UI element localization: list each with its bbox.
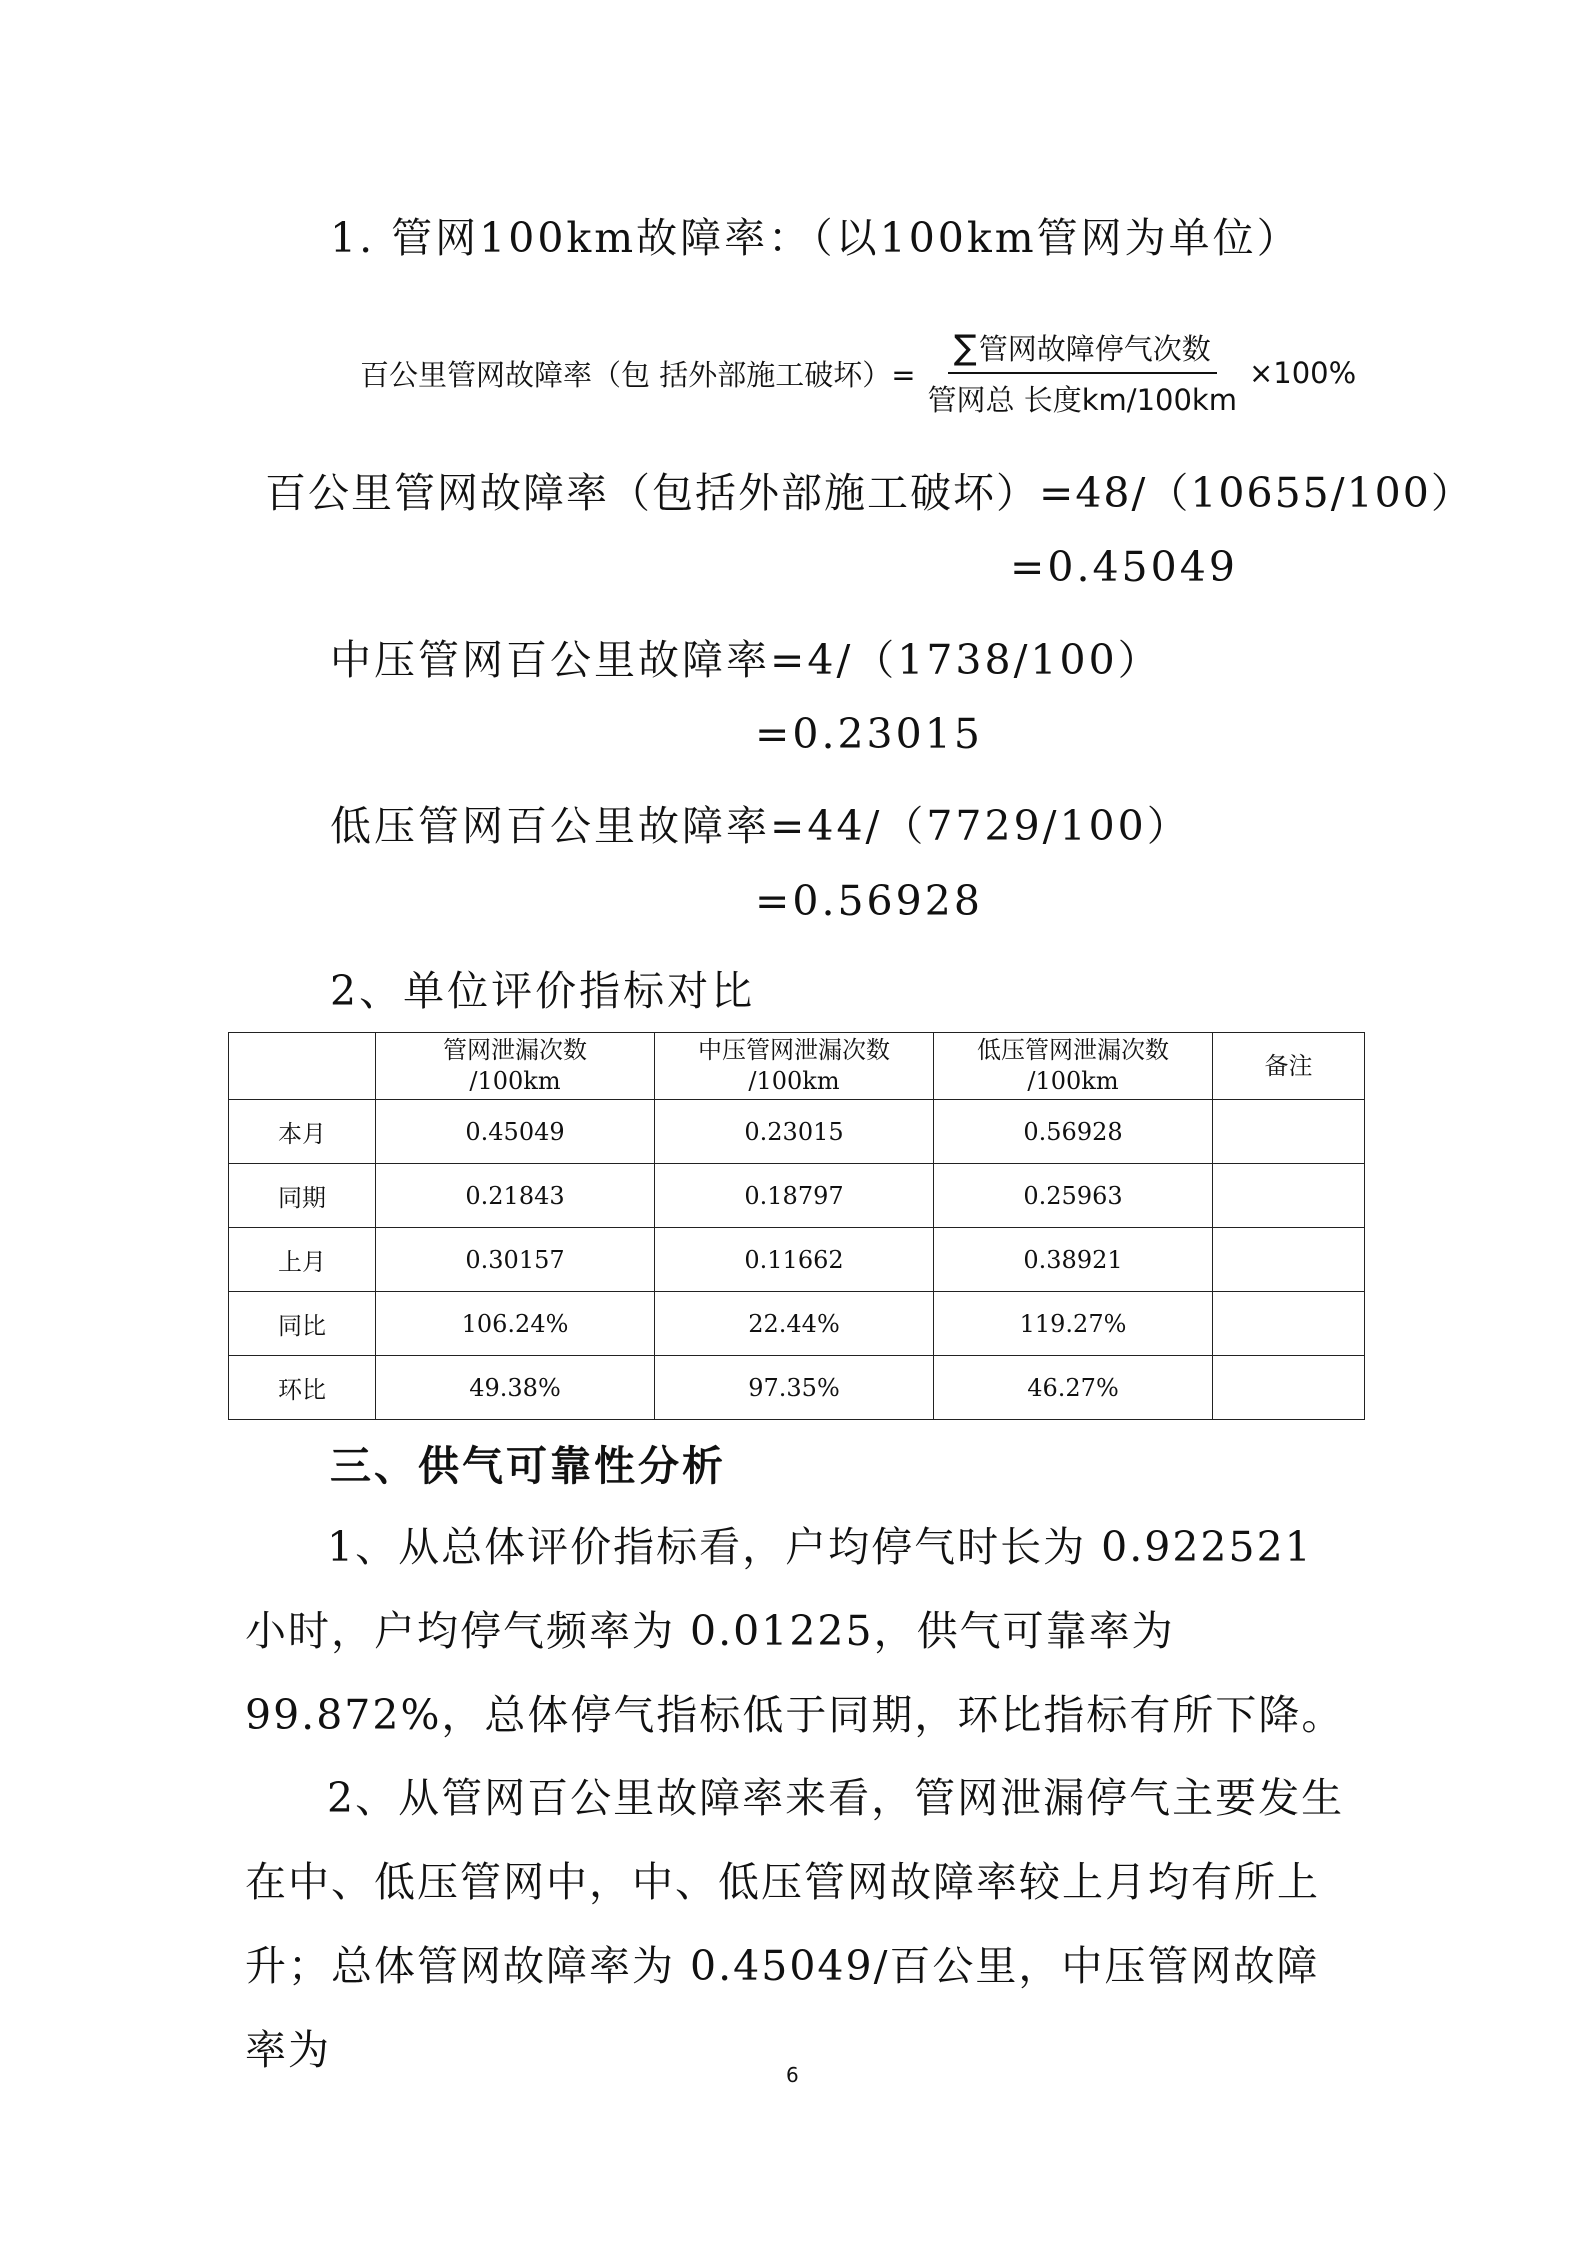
table-cell [1213, 1228, 1365, 1292]
formula-denominator: 管网总 长度km/100km [927, 383, 1237, 417]
heading-failure-rate: 1. 管网100km故障率：（以100km管网为单位） [330, 214, 1301, 262]
sigma-symbol: ∑ [953, 328, 977, 368]
table-cell [1213, 1356, 1365, 1420]
table-cell: 106.24% [376, 1292, 655, 1356]
table-row [229, 1228, 1365, 1292]
table-cell: 0.18797 [655, 1164, 934, 1228]
table-row [229, 1356, 1365, 1420]
table-cell: 46.27% [934, 1356, 1213, 1420]
calc-medium-result: =0.23015 [755, 710, 983, 758]
calc-low-result: =0.56928 [755, 877, 983, 925]
formula [360, 327, 1356, 419]
table-row [229, 1164, 1365, 1228]
row-label: 同期 [229, 1164, 376, 1228]
table-cell [1213, 1292, 1365, 1356]
table-cell: 0.11662 [655, 1228, 934, 1292]
comparison-table [228, 1032, 1365, 1420]
table-header-cell [229, 1033, 376, 1100]
table-row [229, 1100, 1365, 1164]
heading-indicator-comparison: 2、单位评价指标对比 [330, 967, 756, 1015]
section-title-reliability: 三、供气可靠性分析 [330, 1442, 726, 1490]
formula-multiplier: ×100% [1248, 356, 1357, 390]
row-label: 本月 [229, 1100, 376, 1164]
table-cell: 97.35% [655, 1356, 934, 1420]
calc-medium-line: 中压管网百公里故障率=4/（1738/100） [330, 636, 1162, 684]
page-number: 6 [786, 2063, 799, 2087]
row-label: 上月 [229, 1228, 376, 1292]
table-cell: 0.23015 [655, 1100, 934, 1164]
table-cell: 0.38921 [934, 1228, 1213, 1292]
table-header-row [229, 1033, 1365, 1100]
paragraph-overall: 1、从总体评价指标看，户均停气时长为 0.922521 小时，户均停气频率为 0.01225，供气可靠率为 99.872%，总体停气指标低于同期，环比指标有所下降。 [245, 1523, 1345, 1739]
calc-total-line: 百公里管网故障率（包括外部施工破坏）=48/（10655/100） [265, 469, 1474, 517]
row-label: 环比 [229, 1356, 376, 1420]
paragraph-failure-rate: 2、从管网百公里故障率来看，管网泄漏停气主要发生在中、低压管网中，中、低压管网故障率较上月均有所上升；总体管网故障率为 0.45049/百公里，中压管网故障率为 [245, 1774, 1345, 2074]
calc-low-line: 低压管网百公里故障率=44/（7729/100） [330, 802, 1191, 850]
table-row [229, 1292, 1365, 1356]
table-cell: 0.25963 [934, 1164, 1213, 1228]
table-cell: 49.38% [376, 1356, 655, 1420]
table-cell: 119.27% [934, 1292, 1213, 1356]
calc-total-result: =0.45049 [1010, 543, 1238, 591]
table-cell: 0.30157 [376, 1228, 655, 1292]
table-cell [1213, 1164, 1365, 1228]
row-label: 同比 [229, 1292, 376, 1356]
table-header-cell: 低压管网泄漏次数 /100km [934, 1033, 1213, 1100]
formula-numerator: 管网故障停气次数 [978, 332, 1211, 366]
table-cell: 0.21843 [376, 1164, 655, 1228]
table-cell: 0.56928 [934, 1100, 1213, 1164]
table-header-cell: 管网泄漏次数 /100km [376, 1033, 655, 1100]
formula-fraction [922, 327, 1243, 419]
table-header-cell: 中压管网泄漏次数 /100km [655, 1033, 934, 1100]
table-cell: 22.44% [655, 1292, 934, 1356]
formula-lhs: 百公里管网故障率（包 括外部施工破坏）= [360, 357, 916, 392]
table-cell: 0.45049 [376, 1100, 655, 1164]
table-header-cell: 备注 [1213, 1033, 1365, 1100]
table-cell [1213, 1100, 1365, 1164]
